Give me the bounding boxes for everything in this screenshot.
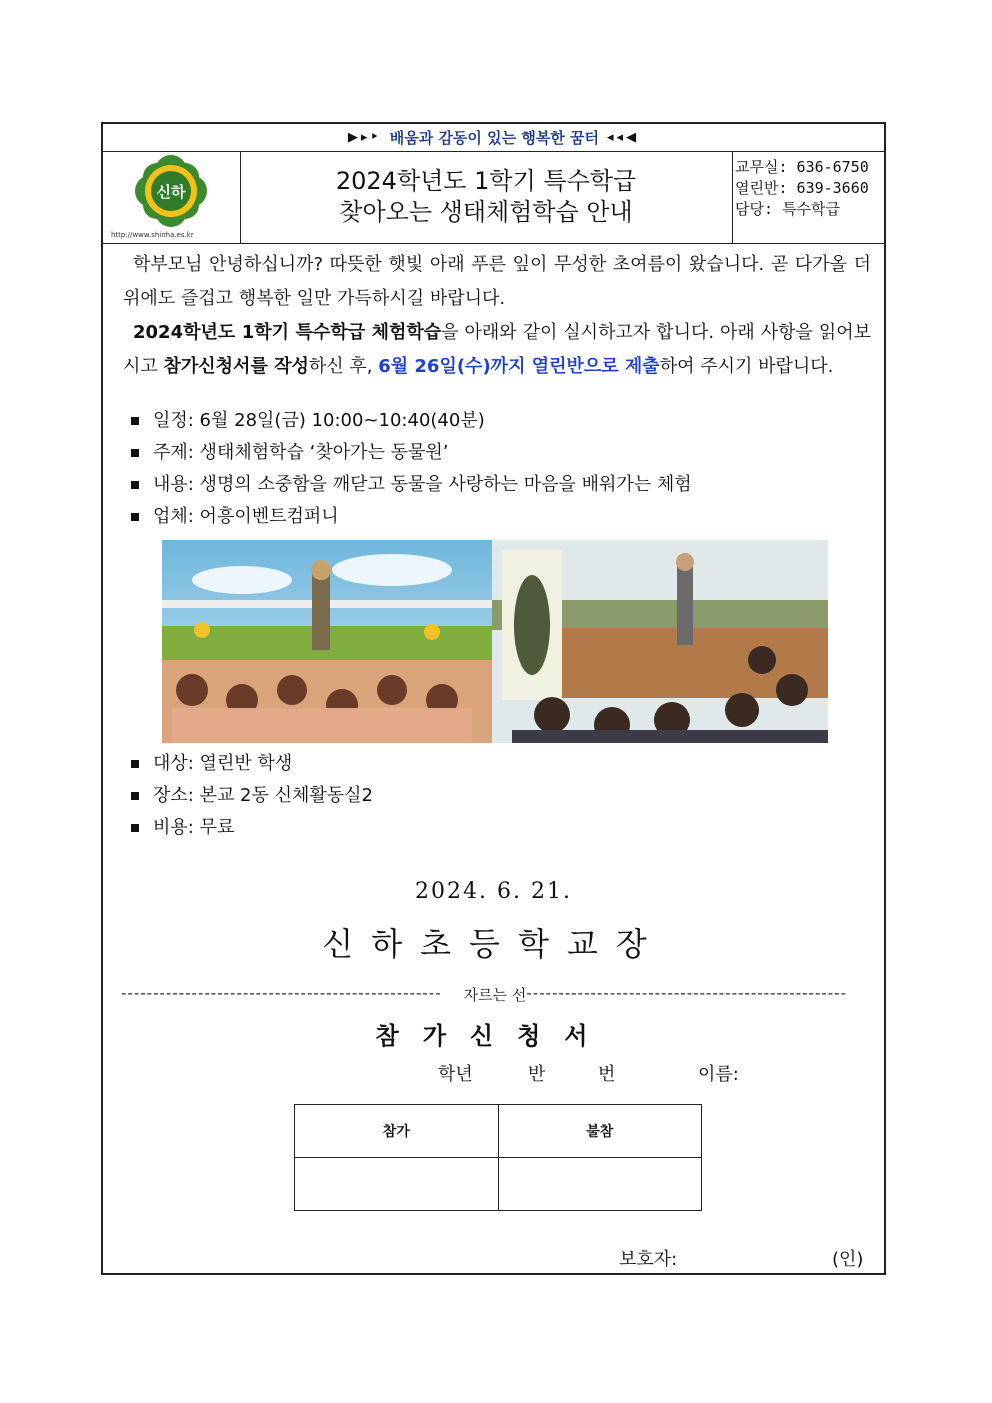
- activity-photos: [162, 540, 828, 743]
- details-list-bottom: [123, 748, 863, 844]
- cost-text: 비용: 무료: [153, 817, 235, 838]
- bullet-icon: [131, 449, 139, 457]
- bullet-icon: [131, 481, 139, 489]
- intro-text-span: 하신 후,: [308, 356, 379, 377]
- notice-date: 2024. 6. 21.: [415, 879, 572, 904]
- logo-text: 신하: [156, 184, 186, 201]
- principal-signature: 신하초등학교장: [322, 925, 665, 963]
- list-item: [123, 437, 863, 469]
- bullet-icon: [131, 513, 139, 521]
- cut-line-dashes-left: --------------------------------------------------: [121, 984, 442, 1002]
- logo-cell: [103, 151, 241, 243]
- grade-label: 학년: [438, 1064, 473, 1085]
- topic-text: 주제: 생태체험학습 ‘찾아가는 동물원’: [153, 442, 449, 463]
- class-label: 반: [528, 1064, 546, 1085]
- list-item: [123, 780, 863, 812]
- contact-manager: 담당: 특수학급: [735, 200, 841, 218]
- program-name: 2024학년도 1학기 특수학급 체험학습: [133, 322, 442, 343]
- banner-left-arrows: ▶▸‣: [347, 130, 382, 145]
- company-text: 업체: 어흥이벤트컴퍼니: [153, 506, 339, 527]
- motto-banner: [103, 124, 884, 152]
- banner-right-arrows: ◂◂◀: [607, 130, 640, 145]
- list-item: [123, 748, 863, 780]
- guardian-label: 보호자:: [619, 1249, 678, 1270]
- seal-label: (인): [832, 1249, 864, 1270]
- content-text: 내용: 생명의 소중함을 깨닫고 동물을 사랑하는 마음을 배워가는 체험: [153, 474, 692, 495]
- notice-frame: [101, 122, 886, 1275]
- bullet-icon: [131, 760, 139, 768]
- application-form-title: 참가신청서: [375, 1022, 612, 1050]
- location-text: 장소: 본교 2동 신체활동실2: [153, 785, 374, 806]
- list-item: [123, 501, 863, 533]
- motto-text: 배움과 감동이 있는 행복한 꿈터: [389, 129, 600, 147]
- photo-zoo-show-left: [162, 540, 492, 743]
- title-line-2: 찾아오는 생태체험학습 안내: [339, 198, 633, 226]
- schedule-text: 일정: 6월 28일(금) 10:00~10:40(40분): [153, 410, 485, 431]
- attend-checkbox-cell[interactable]: [295, 1158, 499, 1211]
- absent-checkbox-cell[interactable]: [498, 1158, 702, 1211]
- number-label: 번: [598, 1064, 616, 1085]
- school-logo-icon: [103, 151, 240, 231]
- contact-office: 교무실: 636-6750: [735, 158, 869, 176]
- list-item: [123, 405, 863, 437]
- bullet-icon: [131, 417, 139, 425]
- contact-class: 열린반: 639-3660: [735, 179, 869, 197]
- name-label: 이름:: [698, 1064, 739, 1085]
- intro-text-span: 을 아래와 같이 실시하고자 합니다. 아래 사항을 읽어보시고: [123, 322, 872, 377]
- photo-zoo-show-right: [492, 540, 828, 743]
- deadline-text: 6월 26일(수)까지 열린반으로 제출: [378, 356, 660, 377]
- absent-header: 불참: [498, 1105, 702, 1158]
- list-item: [123, 812, 863, 844]
- bullet-icon: [131, 792, 139, 800]
- title-line-1: 2024학년도 1학기 특수학급: [335, 167, 637, 195]
- title-cell: [240, 151, 733, 243]
- intro-text-span: 하여 주시기 바랍니다.: [659, 356, 834, 377]
- form-instruction: 참가신청서를 작성: [163, 356, 309, 377]
- cut-line-dashes-right: --------------------------------------------------: [526, 984, 848, 1002]
- details-list-top: [123, 405, 863, 533]
- target-text: 대상: 열린반 학생: [153, 753, 293, 774]
- attend-header: 참가: [295, 1105, 499, 1158]
- cut-line-label: 자르는 선: [463, 986, 527, 1004]
- list-item: [123, 469, 863, 501]
- contact-info: [735, 157, 869, 220]
- intro-text: [123, 248, 871, 384]
- logo-url: http://www.shinha.es.kr: [111, 231, 194, 239]
- intro-paragraph-2: [123, 316, 871, 384]
- bullet-icon: [131, 824, 139, 832]
- participation-table: [294, 1104, 702, 1211]
- header-row: [103, 151, 884, 244]
- cut-line: [121, 984, 869, 1005]
- intro-paragraph-1: 학부모님 안녕하십니까? 따뜻한 햇빛 아래 푸른 잎이 무성한 초여름이 왔습니다. 곧 다가올 더위에도 즐겁고 행복한 일만 가득하시길 바랍니다.: [123, 254, 871, 309]
